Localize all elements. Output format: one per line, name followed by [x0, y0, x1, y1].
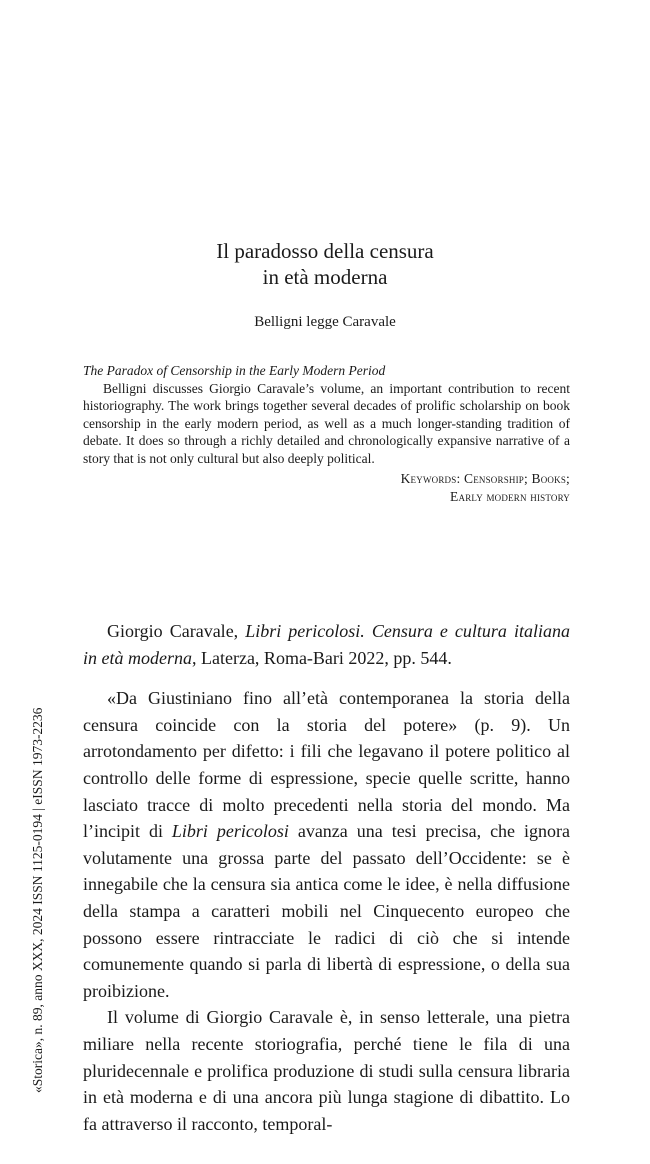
article-subtitle: Belligni legge Caravale	[254, 314, 396, 330]
abstract-title: The Paradox of Censorship in the Early Modern Period	[83, 363, 386, 378]
article-title-line2: in età moderna	[262, 265, 388, 289]
paragraph-1	[83, 685, 570, 1004]
paragraph-1-italic: Libri pericolosi	[171, 821, 289, 842]
article-title-line1: Il paradosso della censura	[216, 239, 434, 263]
keywords-line2: Early modern history	[450, 488, 570, 504]
reference-author: Giorgio Caravale,	[107, 621, 246, 641]
reference-book-title: Libri pericolosi. Censura e cultura italiana in età moderna	[83, 621, 570, 668]
paragraph-2: Il volume di Giorgio Caravale è, in senso letterale, una pietra miliare nella recente storiografia, perché tiene le fila di una pluridecennale e prolifica produzione di studi sulla censura libraria in età moderna e di una ancora più lunga stagione di dibattito. Lo fa attraverso il racconto, temporal-	[83, 1007, 570, 1134]
keywords-line1: Keywords: Censorship; Books;	[400, 470, 570, 486]
paragraph-1-text-a: «Da Giustiniano fino all’età contemporanea la storia della censura coincide con la storia del potere» (p. 9). Un arrotondamento per difetto: i fili che legavano il potere politico al controllo delle forme di espressione, specie quelle scritte, hanno lasciato tracce di molto precedenti nella storia del mondo. Ma l’incipit di	[83, 688, 570, 842]
main-text	[83, 618, 570, 1137]
title-block	[0, 238, 650, 332]
paragraph-1-text-b: avanza una tesi precisa, che ignora volutamente una grossa parte del passato dell’Occidente: se è innegabile che la censura sia antica come le idee, è nella diffusione della stampa a caratteri mobili nel Cinquecento europeo che possono essere rintracciate le radici di ciò che si intende comunemente quando si parla di libertà di espressione, o della sua proibizione.	[83, 821, 570, 1001]
reference-publisher: , Laterza, Roma-Bari 2022, pp. 544.	[191, 647, 452, 668]
abstract-text: Belligni discusses Giorgio Caravale’s volume, an important contribution to recent historiography. The work brings together several decades of prolific scholarship on book censorship in the early modern period, as well as a much longer-standing tradition of debate. It does so through a richly detailed and chronologically expansive narrative of a story that is not only cultural but also deeply political.	[83, 380, 570, 466]
keywords	[83, 470, 570, 506]
abstract	[83, 362, 570, 506]
journal-sidebar: «Storica», n. 89, anno XXX, 2024 ISSN 1125-0194 | eISSN 1973-2236	[30, 707, 45, 1093]
abstract-body	[83, 380, 570, 468]
book-reference	[83, 618, 570, 671]
